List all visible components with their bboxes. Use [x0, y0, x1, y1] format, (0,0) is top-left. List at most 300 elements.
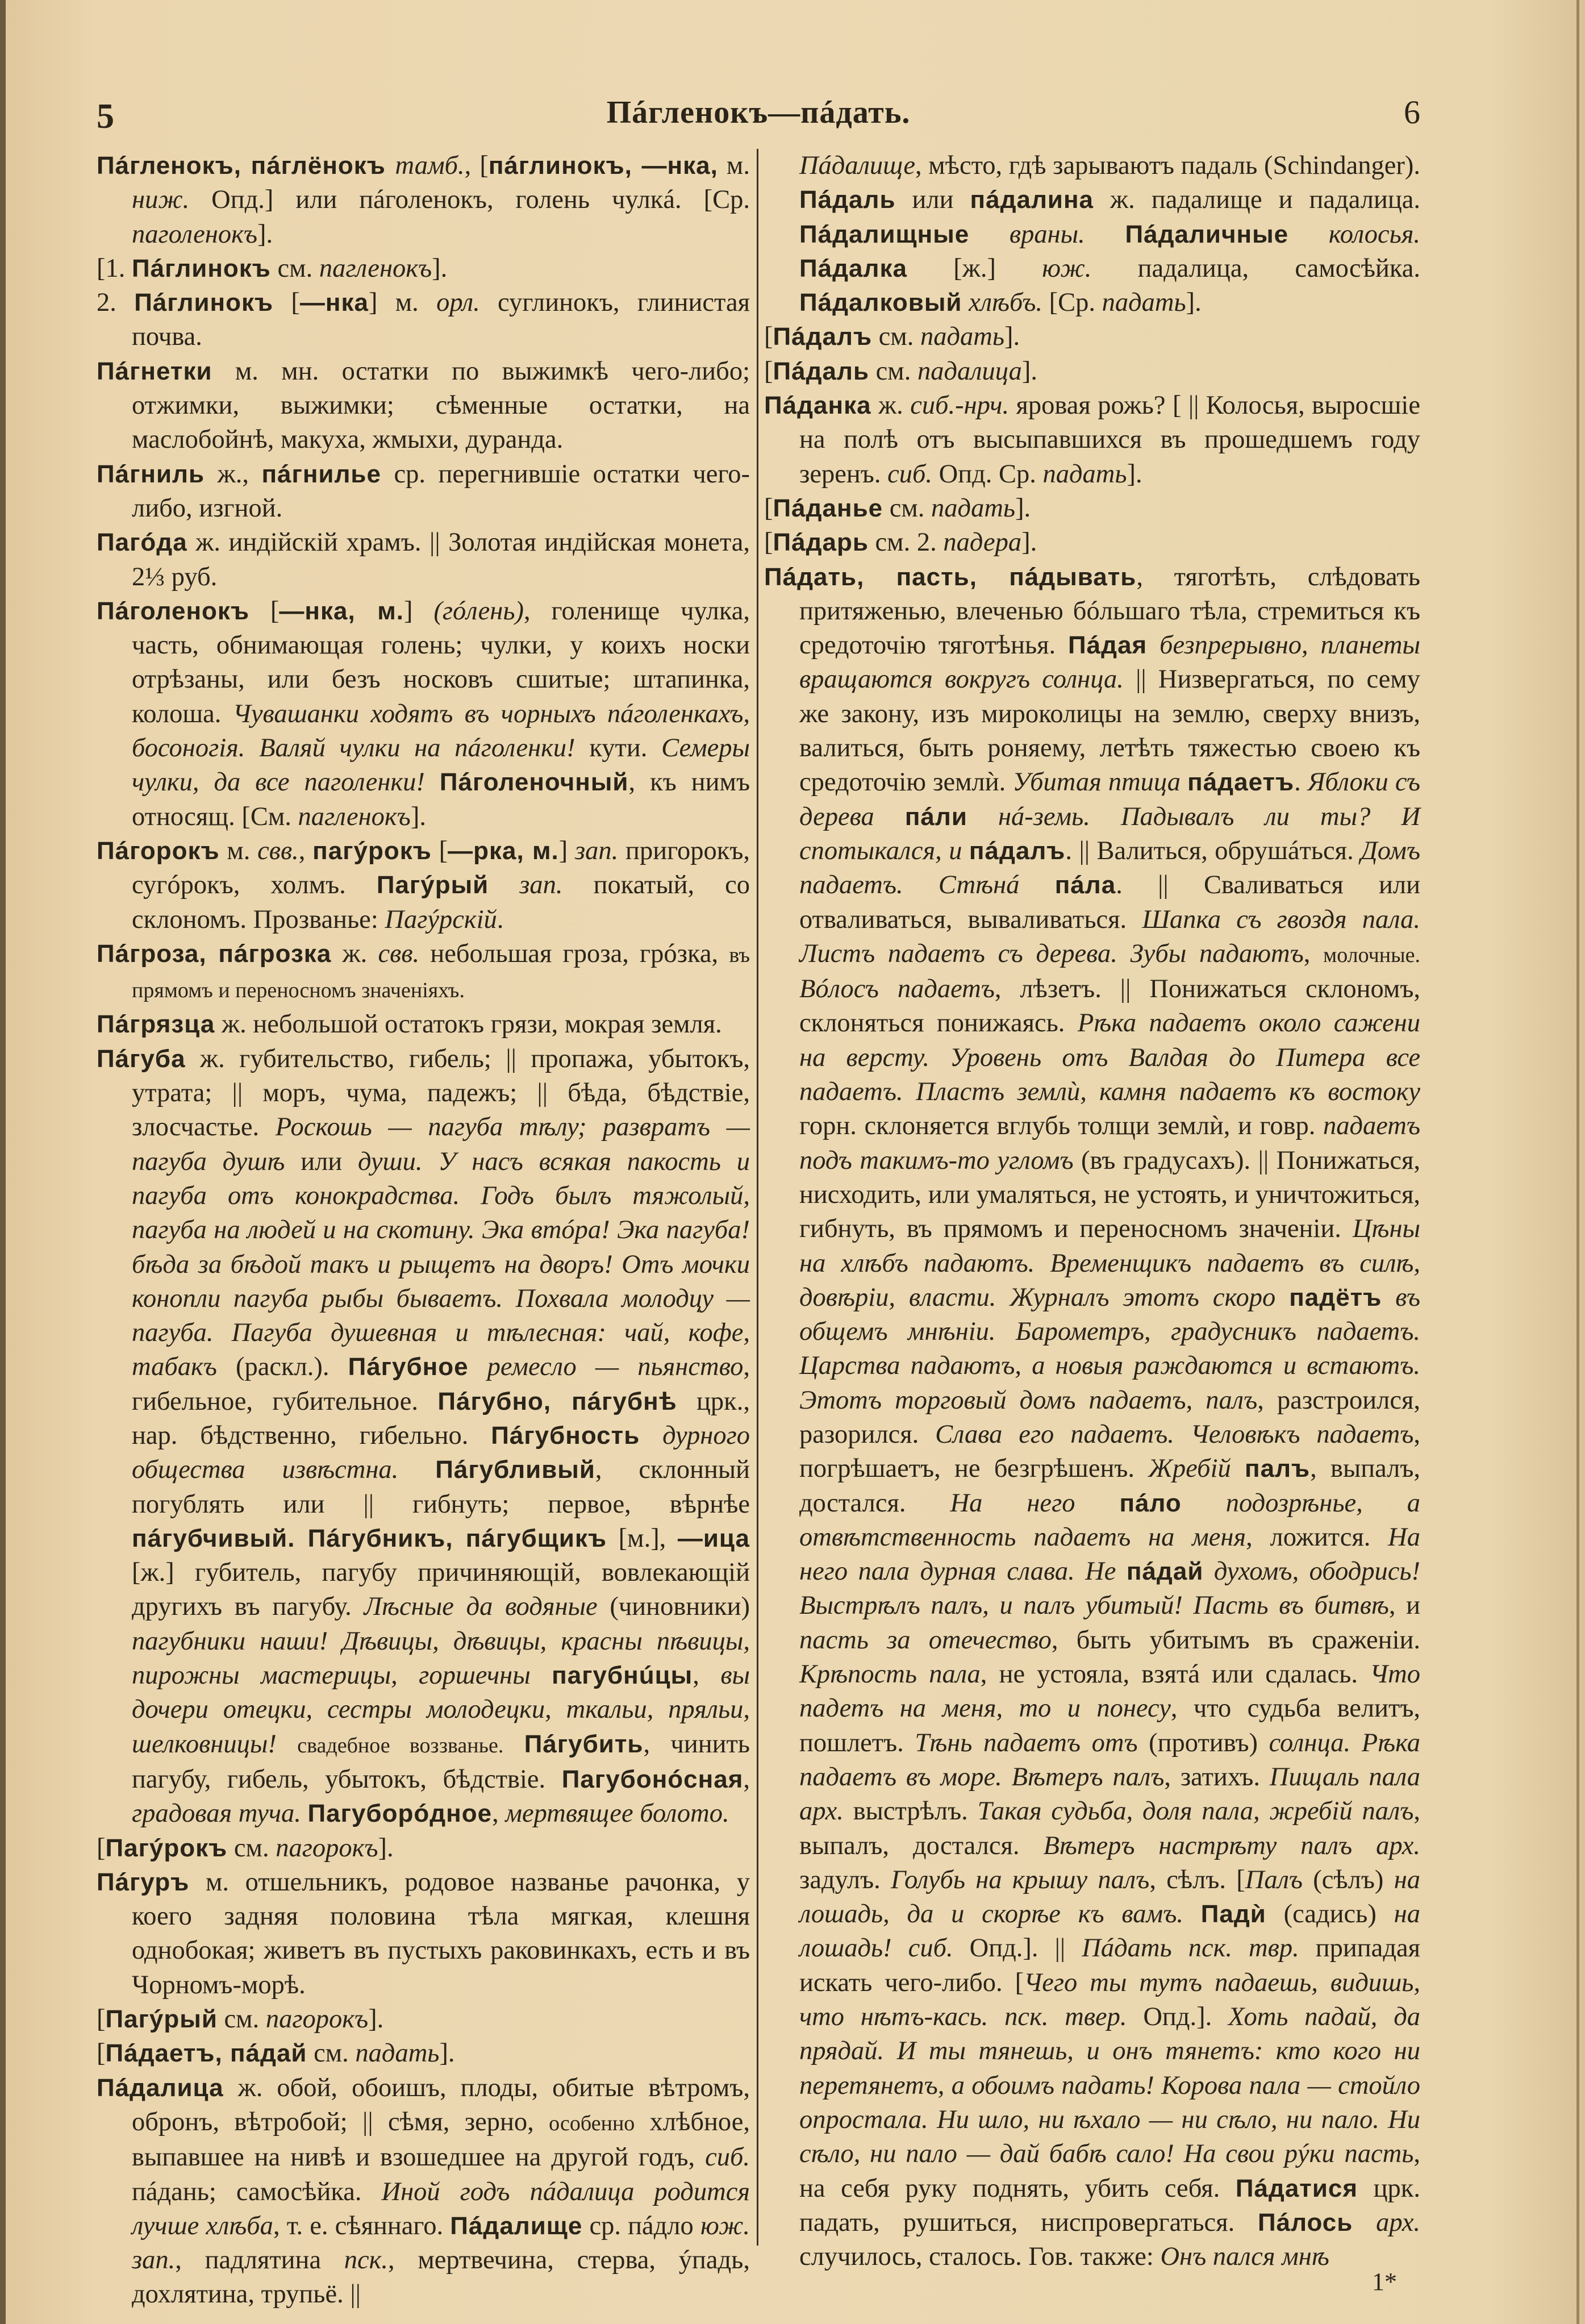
- example-italic: пагленокъ: [298, 802, 411, 831]
- headword: Пáдалище: [450, 2211, 583, 2240]
- dictionary-entry: [97, 252, 750, 286]
- headword: Пáдаль: [773, 357, 869, 385]
- headword: Пáгуба: [97, 1044, 186, 1073]
- definition-text: ,: [1303, 939, 1324, 968]
- example-italic: мертвящее болото.: [505, 1799, 729, 1829]
- definition-text: ,: [693, 1661, 721, 1690]
- dictionary-entry: [97, 937, 750, 1008]
- example-italic: арх.: [1376, 2208, 1420, 2237]
- definition-text: ].: [1021, 528, 1037, 557]
- definition-text: ,: [492, 1799, 506, 1829]
- definition-text: , падлятина: [175, 2246, 344, 2275]
- definition-text: [1.: [97, 253, 132, 283]
- definition-text: , сѣлъ. [: [1149, 1865, 1245, 1894]
- dictionary-entry: [97, 1042, 750, 1831]
- headword: Пáгубное: [348, 1353, 469, 1381]
- example-italic: падать: [355, 2039, 440, 2068]
- headword: Пáгорокъ: [97, 836, 220, 865]
- example-italic: падать: [931, 493, 1016, 523]
- definition-text: [962, 836, 969, 865]
- dictionary-entry: [97, 1865, 750, 2002]
- definition-text: [969, 220, 1010, 249]
- example-italic: Палъ: [1245, 1865, 1303, 1894]
- headword: пагубнúцы: [552, 1661, 693, 1690]
- definition-text: , мѣсто, гдѣ зарываютъ падаль (Schindanger).: [915, 151, 1420, 180]
- headword: Падѝ: [1200, 1900, 1266, 1929]
- definition-text: [: [764, 356, 773, 386]
- example-italic: въ общемъ мнѣніи. Барометръ, градусникъ падаетъ. Царства падаютъ, а новыя раждаются и встаютъ. Этотъ торговый домъ падаетъ, палъ: [799, 1282, 1420, 1415]
- definition-text: [469, 1352, 487, 1381]
- definition-text: [1085, 220, 1125, 249]
- definition-text: [: [273, 288, 300, 318]
- definition-text: м. мн. остатки по выжимкѣ чего-либо; отжимки, выжимки; сѣменные остатки, на маслобойнѣ, макуха, жмыхи, дуранда.: [132, 356, 750, 455]
- definition-text: || Низвергаться, по сему же закону, изъ мироколицы на землю, сверху внизъ, валиться, быть роняему, летѣть тяжестью своею къ средоточію землѝ.: [799, 665, 1420, 797]
- headword: Пáгубливый: [435, 1456, 595, 1484]
- example-italic: Яблоки съ дерева: [799, 768, 1421, 831]
- definition-text: ] м.: [368, 288, 437, 318]
- example-italic: Пищаль пала: [1269, 1762, 1420, 1792]
- example-italic: пск.: [344, 2246, 389, 2275]
- definition-text: (раскл.).: [216, 1352, 348, 1382]
- definition-text: , т. е. сѣяннаго.: [273, 2211, 451, 2240]
- definition-text: [Ср.: [1042, 288, 1102, 318]
- definition-text: молочные.: [1323, 943, 1421, 967]
- headword: пáла: [1054, 871, 1116, 899]
- definition-text: ].: [1186, 288, 1202, 318]
- headword: Пáдалищные: [799, 220, 970, 248]
- definition-text: [277, 1730, 297, 1759]
- headword: пáгнилье: [261, 460, 381, 488]
- headword: Пагýрый: [376, 871, 489, 899]
- example-italic: вы дочери отецки, сестры молодецки, ткальи, пряльи, шелковницы!: [132, 1661, 750, 1759]
- headword: Пáгубно, пáгубнѣ: [437, 1387, 677, 1415]
- headword: —нка: [299, 289, 369, 317]
- example-italic: на лошадь, да и скорѣе къ вамъ.: [799, 1865, 1421, 1929]
- definition-text: , [: [464, 151, 489, 180]
- definition-text: ж. обой, обоишъ, плоды, обитые вѣтромъ, обронъ, вѣтробой; || сѣмя, зерно,: [132, 2073, 750, 2136]
- headword: Пáглинокъ: [132, 254, 271, 282]
- headword: Пáгрязца: [97, 1010, 215, 1039]
- example-italic: свв.: [257, 836, 299, 865]
- dictionary-entry: [97, 526, 750, 594]
- dictionary-entry: [97, 2036, 750, 2071]
- page-left-edge: [0, 0, 6, 2324]
- example-italic: паголенокъ: [132, 219, 258, 249]
- definition-text: или: [285, 1147, 358, 1176]
- definition-text: ]: [403, 596, 434, 626]
- example-italic: орл.: [436, 288, 480, 318]
- definition-text: случилось, сталось. Гов. также:: [799, 2242, 1161, 2272]
- definition-text: , затихъ.: [1164, 1762, 1270, 1792]
- headword: Пáдаетъ, пáдай: [105, 2039, 307, 2068]
- definition-text: выстрѣлъ.: [843, 1797, 978, 1826]
- headword: пáло: [1119, 1489, 1182, 1517]
- example-italic: Что падетъ на меня, то и понесу: [799, 1660, 1420, 1723]
- example-italic: юж. зап.: [132, 2211, 750, 2275]
- example-italic: Тѣнь падаетъ отъ: [915, 1728, 1138, 1757]
- example-italic: арх.: [799, 1797, 844, 1826]
- headword: Пáдатися: [1235, 2174, 1358, 2202]
- dictionary-entry: [764, 320, 1420, 354]
- headword: пáдаетъ: [1187, 768, 1295, 797]
- definition-text: [962, 288, 969, 317]
- example-italic: пасть за отечество: [799, 1625, 1052, 1655]
- example-italic: градовая туча.: [132, 1799, 301, 1829]
- example-italic: враны.: [1009, 219, 1085, 249]
- dictionary-entry: [764, 355, 1420, 389]
- example-italic: безпрерывно, планеты вращаются вокругъ солнца.: [799, 631, 1421, 694]
- definition-text: [м.],: [607, 1523, 678, 1553]
- headword: пáдалина: [970, 186, 1094, 214]
- definition-text: свадебное воззванье.: [297, 1733, 504, 1757]
- example-italic: На него: [950, 1488, 1075, 1518]
- example-italic: Роскошь — пагуба тѣлу; развратъ — пагуба душѣ: [132, 1113, 750, 1176]
- headword: —ица: [677, 1524, 750, 1552]
- headword: Пагóда: [97, 528, 187, 557]
- definition-text: [1353, 2208, 1376, 2237]
- example-italic: пагорокъ: [265, 2005, 369, 2034]
- definition-text: , быть убитымъ въ сраженіи.: [1051, 1625, 1420, 1655]
- dictionary-entry: [764, 389, 1420, 492]
- definition-text: [425, 768, 440, 797]
- definition-text: пригорокъ, сугóрокъ, холмъ.: [132, 836, 750, 900]
- definition-text: или: [895, 185, 970, 215]
- definition-text: ж.: [871, 391, 911, 420]
- headword: пáли: [904, 802, 967, 831]
- signature-mark: 1*: [1372, 2268, 1397, 2296]
- dictionary-entry: [97, 286, 750, 355]
- example-italic: падаетъ подъ такимъ-то угломъ: [799, 1111, 1420, 1175]
- definition-text: покатый, со склономъ. Прозванье:: [132, 871, 750, 934]
- definition-text: Опд.]. ||: [953, 1934, 1082, 1963]
- definition-text: см.: [217, 2005, 266, 2034]
- definition-text: , мертвечина, стерва, ýпадь, дохлятина, трупьё. ||: [132, 2246, 750, 2309]
- definition-text: [ж.] губитель, пагубу причиняющій, вовлекающій другихъ въ пагубу.: [132, 1558, 750, 1622]
- example-italic: хлѣбъ.: [969, 288, 1042, 318]
- definition-text: яровая рожь? [ || Колосья, выросшіе на полѣ отъ высыпавшихся въ прошедшемъ году зеренъ.: [799, 391, 1420, 489]
- definition-text: , что судьба велитъ, пошлетъ.: [799, 1694, 1420, 1757]
- example-italic: Пáдать пск. твр.: [1082, 1934, 1299, 1963]
- headword: палъ: [1245, 1455, 1311, 1483]
- headword: Пáдалковый: [799, 289, 962, 317]
- definition-text: 2.: [97, 288, 135, 318]
- example-italic: сиб.: [705, 2143, 750, 2172]
- dictionary-entry: [97, 355, 750, 457]
- example-italic: юж.: [1042, 253, 1092, 283]
- example-italic: Такая судьба, доля пала, жребій палъ: [977, 1797, 1414, 1826]
- definition-text: [489, 871, 519, 899]
- definition-text: [: [97, 1833, 106, 1863]
- definition-text: [1352, 1831, 1376, 1860]
- dictionary-entry: [764, 492, 1420, 526]
- definition-text: [1275, 1283, 1289, 1312]
- example-italic: На него пала дурная слава. Не: [799, 1522, 1420, 1586]
- definition-text: особенно: [549, 2111, 635, 2135]
- definition-text: (чиновники): [597, 1592, 750, 1622]
- definition-text: пáдань; самосѣйка.: [132, 2177, 382, 2206]
- definition-text: [1075, 1489, 1119, 1518]
- example-italic: нá-земь. Падывалъ ли ты? И спотыкался, и: [799, 802, 1421, 865]
- definition-text: небольшая гроза, грóзка,: [419, 939, 729, 968]
- headword: Пáгубность: [491, 1421, 640, 1450]
- headword: Пáдарь: [773, 528, 869, 557]
- example-italic: души. У насъ всякая пакость и пагуба отъ конокрадства. Годъ былъ тяжолый, пагуба на людей и на скотину. Эка втóра! Эка пагуба! бѣда за бѣдой такъ и рыщетъ на дворъ! Отъ мочки конопли пагуба рыбы бываетъ. Похвала молодцу — пагуба. Пагуба душевная и тѣлесная: чай, кофе, табакъ: [132, 1147, 750, 1382]
- headword: Пáлось: [1258, 2208, 1353, 2236]
- definition-text: [301, 1799, 308, 1828]
- dictionary-entry: [764, 560, 1420, 2275]
- example-italic: духомъ, ободрись! Выстрѣлъ палъ, и палъ убитый! Пасть въ битвѣ: [799, 1557, 1421, 1621]
- headword: Пáданье: [773, 494, 883, 522]
- example-italic: Домъ падаетъ. Стѣнá: [799, 836, 1421, 900]
- example-italic: Лѣсные да водяные: [364, 1592, 598, 1622]
- headword: пáгубчивый. Пáгубникъ, пáгубщикъ: [132, 1524, 607, 1552]
- example-italic: падера: [943, 528, 1022, 557]
- example-italic: Хоть падай, да прядай. И ты тянешь, и онъ тянетъ: кто кого ни перетянетъ, а обоимъ падать! Корова пала — стойло опростала. Ни шло, ни ѣхало — ни сѣло, ни пало. Ни сѣло, ни пало — дай бабѣ сало! На свои рýки пасть: [799, 2002, 1420, 2169]
- headword: Пáдаличные: [1125, 220, 1289, 248]
- definition-text: , лѣзетъ. || Понижаться склономъ, склоняться понижаясь.: [799, 974, 1420, 1038]
- example-italic: Онъ пался мнѣ: [1160, 2242, 1329, 2272]
- running-title: Пáгленокъ—пáдать.: [606, 95, 911, 130]
- headword: Пáгроза, пáгрозка: [97, 939, 332, 968]
- definition-text: Опд. Ср.: [932, 459, 1043, 489]
- headword: падётъ: [1289, 1283, 1382, 1311]
- dictionary-entry: [97, 149, 750, 252]
- definition-text: ср. перегнившіе остатки чего-либо, изгной.: [132, 459, 750, 523]
- headword: Пáгленокъ, пáглёнокъ: [97, 152, 395, 180]
- example-italic: Семеры чулки, да все паголенки!: [132, 734, 750, 797]
- dictionary-entry: [97, 1007, 750, 1042]
- definition-text: , склонный погублять или || гибнуть; первое, вѣрнѣе: [132, 1455, 750, 1519]
- example-italic: Шапка съ гвоздя пала. Листъ падаетъ съ дерева. Зубы падаютъ: [799, 905, 1420, 968]
- definition-text: ].: [378, 1833, 394, 1863]
- definition-text: [: [97, 2039, 106, 2068]
- definition-text: ср. пáдло: [582, 2211, 700, 2240]
- right-column: [764, 149, 1420, 2274]
- example-italic: пагленокъ: [319, 253, 432, 283]
- definition-text: . || Валиться, обрушáться.: [1065, 836, 1361, 865]
- definition-text: суглинокъ, глинистая почва.: [132, 288, 750, 352]
- definition-text: падалица, самосѣйка.: [1091, 253, 1420, 283]
- example-italic: Иной годъ пáдалица родится лучше хлѣба: [132, 2177, 750, 2240]
- definition-text: хлѣбное, выпавшее на нивѣ и взошедшее на другой годъ,: [132, 2107, 750, 2172]
- definition-text: см.: [270, 253, 319, 283]
- definition-text: .: [497, 905, 504, 934]
- definition-text: , на себя руку поднять, убить себя.: [799, 2139, 1420, 2203]
- definition-text: [: [764, 493, 773, 523]
- definition-text: [1019, 871, 1054, 899]
- headword: Пáданка: [764, 392, 871, 420]
- definition-text: см.: [883, 493, 932, 523]
- definition-text: , не устояла, взятá или сдалась.: [980, 1660, 1370, 1689]
- definition-text: [967, 802, 998, 831]
- definition-text: м.: [718, 151, 750, 180]
- headword: Пáдалъ: [773, 323, 873, 351]
- definition-text: , разстроился, разорился.: [799, 1385, 1421, 1449]
- definition-text: [: [431, 836, 448, 865]
- dictionary-entry: [97, 834, 750, 937]
- dictionary-entry: [97, 2002, 750, 2036]
- definition-text: [874, 802, 905, 831]
- example-italic: Слава его падаетъ. Человѣкъ падаетъ: [935, 1419, 1414, 1449]
- example-italic: пагубники наши! Дѣвицы, дѣвицы, красны пѣвицы, пирожны мастерицы, горшечны: [132, 1626, 750, 1690]
- dictionary-entry: [97, 1831, 750, 1865]
- definition-text: [1231, 1454, 1245, 1483]
- example-italic: (гóлень): [433, 596, 524, 626]
- definition-text: ].: [368, 2005, 384, 2034]
- definition-text: ].: [1021, 356, 1037, 386]
- example-italic: Рѣка падаетъ около сажени на версту. Уровень отъ Валдая до Питера все падаетъ. Пластъ землѝ, камня падаетъ къ востоку: [799, 1009, 1421, 1107]
- headword: Пáдалица: [97, 2073, 224, 2102]
- example-italic: Голубь на крышу палъ: [891, 1865, 1150, 1894]
- column-number-left: 5: [97, 97, 114, 136]
- headword: Пáгниль: [97, 460, 205, 488]
- example-italic: Вѣтеръ настрѣту палъ: [1043, 1831, 1353, 1860]
- dictionary-entry: [764, 526, 1420, 560]
- definition-text: ж.: [331, 939, 378, 968]
- definition-text: , погрѣшаетъ, не безгрѣшенъ.: [799, 1419, 1420, 1484]
- headword: Пáдая: [1068, 631, 1148, 660]
- headword: пáдай: [1126, 1557, 1204, 1586]
- example-italic: падать: [1042, 459, 1127, 489]
- headword: —рка, м.: [448, 836, 559, 865]
- definition-text: Опд.].: [1127, 2002, 1228, 2032]
- example-italic: Чего ты тутъ падаешь, видишь, что нѣтъ-кась. пск. твер.: [799, 1968, 1420, 2032]
- definition-text: , тяготѣть, слѣдовать притяженью, влеченью бóльшаго тѣла, стремиться къ средоточію тяготѣнья.: [799, 562, 1420, 660]
- definition-text: . || Сваливаться или отваливаться, вываливаться.: [799, 871, 1420, 934]
- example-italic: колосья.: [1328, 219, 1421, 249]
- definition-text: (садись): [1266, 1900, 1394, 1929]
- headword: Пáгубить: [524, 1730, 644, 1758]
- definition-text: см.: [227, 1833, 276, 1863]
- headword: Пáдалка: [799, 254, 907, 282]
- definition-text: [1147, 631, 1159, 660]
- example-italic: арх.: [1376, 1831, 1420, 1860]
- definition-text: [1182, 1489, 1226, 1518]
- headword: пáдалъ: [969, 836, 1066, 865]
- definition-text: црк., нар. бѣдственно, гибельно.: [132, 1386, 750, 1450]
- dictionary-entry: [97, 2071, 750, 2312]
- headword: —нка, м.: [279, 597, 404, 625]
- headword: Пáдать, пасть, пáдывать: [764, 563, 1137, 591]
- definition-text: , выпалъ, досталcя.: [799, 1797, 1420, 1860]
- definition-text: м. отшельникъ, родовое названье рачонка, у коего задняя половина тѣла мягкая, клешня однобокая; живетъ въ пустыхъ раковинкахъ, есть и въ Чорномъ-морѣ.: [132, 1867, 750, 2000]
- definition-text: кути.: [575, 734, 662, 763]
- definition-text: см.: [872, 322, 920, 352]
- left-column: [97, 149, 750, 2312]
- definition-text: [1203, 1557, 1213, 1586]
- headword: Пагуборóдное: [307, 1800, 493, 1828]
- headword: Пáгнетки: [97, 357, 212, 385]
- definition-text: , и: [1388, 1591, 1420, 1621]
- headword: Пагýрокъ: [105, 1834, 228, 1862]
- headword: Пáголенокъ: [97, 597, 250, 625]
- definition-text: (въ градусахъ). || Понижаться, нисходить, или умаляться, не устоять, и уничтожиться, гибнуть, въ прямомъ и переносномъ значеніи.: [799, 1146, 1420, 1244]
- example-italic: Пагýрскій: [385, 905, 497, 934]
- dictionary-entry: [97, 457, 750, 526]
- example-italic: Цѣны на хлѣбъ падаютъ. Временщикъ падаетъ въ силѣ, довѣріи, власти. Журналъ этотъ скоро: [799, 1214, 1420, 1312]
- example-italic: дурного общества извѣстна.: [132, 1421, 750, 1485]
- example-italic: Вóлосъ падаетъ: [799, 974, 995, 1004]
- example-italic: Убитая птица: [1012, 768, 1181, 797]
- definition-text: (противъ): [1137, 1728, 1269, 1757]
- example-italic: свв.: [378, 939, 420, 968]
- definition-text: , къ нимъ относящ. [См.: [132, 768, 750, 831]
- headword: Пáголеночный: [439, 768, 629, 797]
- example-italic: Жребій: [1148, 1454, 1231, 1484]
- definition-text: м.: [219, 836, 258, 865]
- definition-text: задулъ.: [799, 1865, 891, 1894]
- example-italic: падать: [1102, 288, 1186, 318]
- definition-text: ,: [298, 836, 313, 865]
- headword: Пáгуръ: [97, 1868, 190, 1896]
- definition-text: , гибельное, губительное.: [132, 1352, 750, 1416]
- definition-text: [398, 1455, 435, 1484]
- headword: пáглинокъ, —нка,: [488, 152, 718, 180]
- example-italic: пагорокъ: [276, 1833, 378, 1863]
- definition-text: ].: [1127, 459, 1142, 489]
- column-divider: [757, 149, 758, 2246]
- definition-text: ].: [439, 2039, 455, 2068]
- definition-text: припадая искать чего-либо. [: [799, 1934, 1421, 1997]
- definition-text: (сѣлъ): [1303, 1865, 1394, 1894]
- definition-text: [1181, 768, 1187, 797]
- definition-text: въ прямомъ и переносномъ значеніяхъ.: [132, 943, 750, 1003]
- definition-text: , чинить пагубу, гибель, убытокъ, бѣдствіе.: [132, 1729, 750, 1794]
- dictionary-entry: [97, 594, 750, 834]
- example-italic: сиб.-нрч.: [910, 391, 1010, 420]
- definition-text: [1382, 1283, 1395, 1312]
- definition-text: [: [764, 528, 773, 557]
- definition-text: [1183, 1900, 1201, 1929]
- headword: Пáглинокъ: [134, 289, 274, 317]
- definition-text: ].: [432, 253, 448, 283]
- definition-text: ].: [257, 219, 273, 249]
- headword: Пáдаль: [799, 186, 896, 214]
- example-italic: на лошадь! сиб.: [799, 1900, 1420, 1963]
- definition-text: [: [249, 596, 280, 626]
- example-italic: ремесло — пьянство: [487, 1352, 744, 1382]
- definition-text: , ложится.: [1246, 1522, 1388, 1552]
- definition-text: ,: [743, 1764, 750, 1794]
- example-italic: зап.: [519, 871, 563, 900]
- definition-text: [1288, 220, 1329, 249]
- definition-text: ж.,: [205, 459, 262, 489]
- definition-text: ].: [410, 802, 426, 831]
- headword: Пагубонóсная: [561, 1765, 744, 1793]
- definition-text: [: [764, 322, 773, 352]
- headword: Пагýрый: [105, 2005, 218, 2034]
- column-number-right: 6: [1404, 94, 1420, 131]
- definition-text: [1116, 1557, 1126, 1586]
- definition-text: ж. падалище и падалица.: [1094, 185, 1420, 215]
- definition-text: ж. губительство, гибель; || пропажа, убытокъ, утрата; || моръ, чума, падежъ; || бѣда, бѣдствіе, злосчастье.: [132, 1044, 750, 1142]
- definition-text: Опд.] или пáголенокъ, голень чулкá. [Ср.: [189, 185, 750, 215]
- definition-text: ж. индійскій храмъ. || Золотая индійская монета, 2⅓ руб.: [132, 528, 750, 592]
- example-italic: падалица: [917, 356, 1022, 386]
- example-italic: падать: [920, 322, 1004, 352]
- definition-text: горн. склоняется вглубь толщи землѝ, и говр.: [799, 1111, 1323, 1141]
- headword: пагýрокъ: [312, 836, 432, 865]
- example-italic: Пáдалище: [799, 151, 916, 180]
- example-italic: тамб.: [395, 151, 465, 180]
- definition-text: см.: [307, 2039, 356, 2068]
- definition-text: црк. падать, рушиться, ниспровергаться.: [799, 2173, 1421, 2237]
- definition-text: [ж.]: [907, 253, 1042, 283]
- definition-text: [531, 1661, 552, 1690]
- definition-text: ].: [1004, 322, 1020, 352]
- definition-text: , выпалъ, достался.: [799, 1454, 1421, 1518]
- definition-text: , голенище чулка, часть, обнимающая голень; чулки, у коихъ носки отрѣзаны, или безъ носковъ сшитые; штапинка, колоша.: [132, 596, 750, 728]
